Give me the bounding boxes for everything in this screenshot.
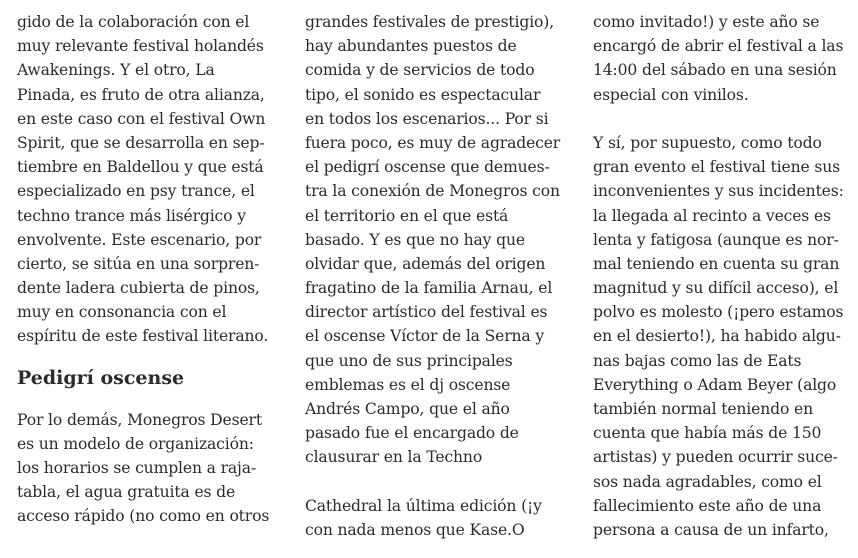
text-line: comida y de servicios de todo [305,61,535,80]
text-line: fuera poco, es muy de agradecer [305,133,561,152]
text-line: también normal teniendo en [593,400,813,418]
paragraph [17,10,279,349]
text-line: la llegada al recinto a veces es [593,206,831,225]
text-line: espíritu de este festival literano. [17,327,269,346]
text-line: cierto, se sitúa en una sorpren- [17,254,260,273]
text-line: Andrés Campo, que el año [305,400,510,418]
text-line: cuenta que había más de 150 [593,424,822,443]
text-line: 14:00 del sábado en una sesión [593,61,837,80]
text-line: dente ladera cubierta de pinos, [17,279,260,298]
paragraph [593,131,855,542]
article-column-3 [593,10,855,542]
text-line: magnitud y su difícil acceso), el [593,279,839,298]
text-line: techno trance más lisérgico y [17,206,246,225]
text-line: en todos los escenarios... Por si [305,109,549,128]
text-line: los horarios se cumplen a raja- [17,459,257,477]
section-heading: Pedigrí oscense [17,366,185,389]
text-line: muy relevante festival holandés [17,37,264,56]
text-line: persona a causa de un infarto, [593,520,829,539]
text-line: que uno de sus principales [305,351,513,370]
text-line: director artístico del festival es [305,303,548,322]
text-line: Por lo demás, Monegros Desert [17,410,262,429]
text-line: emblemas es el dj oscense [305,375,511,394]
text-line: basado. Y es que no hay que [305,230,525,249]
text-line: especial con vinilos. [593,85,749,104]
text-line: gran evento el festival tiene sus [593,158,840,177]
text-line: en este caso con el festival Own [17,109,266,128]
text-line: como invitado!) y este año se [593,13,820,31]
text-line: encargó de abrir el festival a las [593,37,844,56]
text-line: el pedigrí oscense que demues- [305,158,550,177]
text-line: pasado fue el encargado de [305,424,519,443]
text-line: polvo es molesto (¡pero estamos [593,303,844,322]
text-line: Spirit, que se desarrolla en sep- [17,133,265,152]
text-line: hay abundantes puestos de [305,37,517,56]
text-line: lenta y fatigosa (aunque es nor- [593,230,839,249]
text-line: tiembre en Baldellou y que está [17,158,264,177]
text-line: grandes festivales de prestigio), [305,13,555,31]
text-line: el territorio en el que está [305,206,509,225]
text-line: sos nada agradables, como el [593,472,822,491]
text-line: con nada menos que Kase.O [305,520,525,539]
text-line: es un modelo de organización: [17,434,254,453]
paragraph [305,10,567,470]
text-line: tabla, el agua gratuita es de [17,483,236,502]
text-line: mal teniendo en cuenta su gran [593,254,840,273]
text-line: muy en consonancia con el [17,303,227,322]
text-line: acceso rápido (no como en otros [17,507,270,526]
text-line: gido de la colaboración con el [17,13,250,31]
text-line: el oscense Víctor de la Serna y [305,327,545,346]
text-line: fragatino de la familia Arnau, el [305,279,553,298]
text-line: tipo, el sonido es espectacular [305,85,541,104]
text-line: tra la conexión de Monegros con [305,182,560,201]
text-line: envolvente. Este escenario, por [17,230,262,249]
paragraph-spacer [593,107,855,131]
article-column-1 [17,10,279,529]
text-line: nas bajas como las de Eats [593,351,802,370]
text-line: clausurar en la Techno [305,448,483,467]
paragraph [17,408,279,529]
text-line: Pinada, es fruto de otra alianza, [17,85,265,104]
paragraph [593,10,855,107]
text-line: especializado en psy trance, el [17,182,255,201]
text-line: Y sí, por supuesto, como todo [593,133,822,152]
text-line: Awakenings. Y el otro, La [17,61,215,80]
paragraph-spacer [305,470,567,494]
text-line: Cathedral la última edición (¡y [305,496,542,515]
text-line: en el desierto!), ha habido algu- [593,327,841,346]
article-column-2 [305,10,567,542]
paragraph [305,494,567,542]
text-line: Everything o Adam Beyer (algo [593,375,837,394]
text-line: inconvenientes y sus incidentes: [593,182,844,201]
text-line: fallecimiento este año de una [593,496,822,515]
text-line: olvidar que, además del origen [305,254,546,273]
text-line: artistas) y pueden ocurrir suce- [593,448,838,467]
